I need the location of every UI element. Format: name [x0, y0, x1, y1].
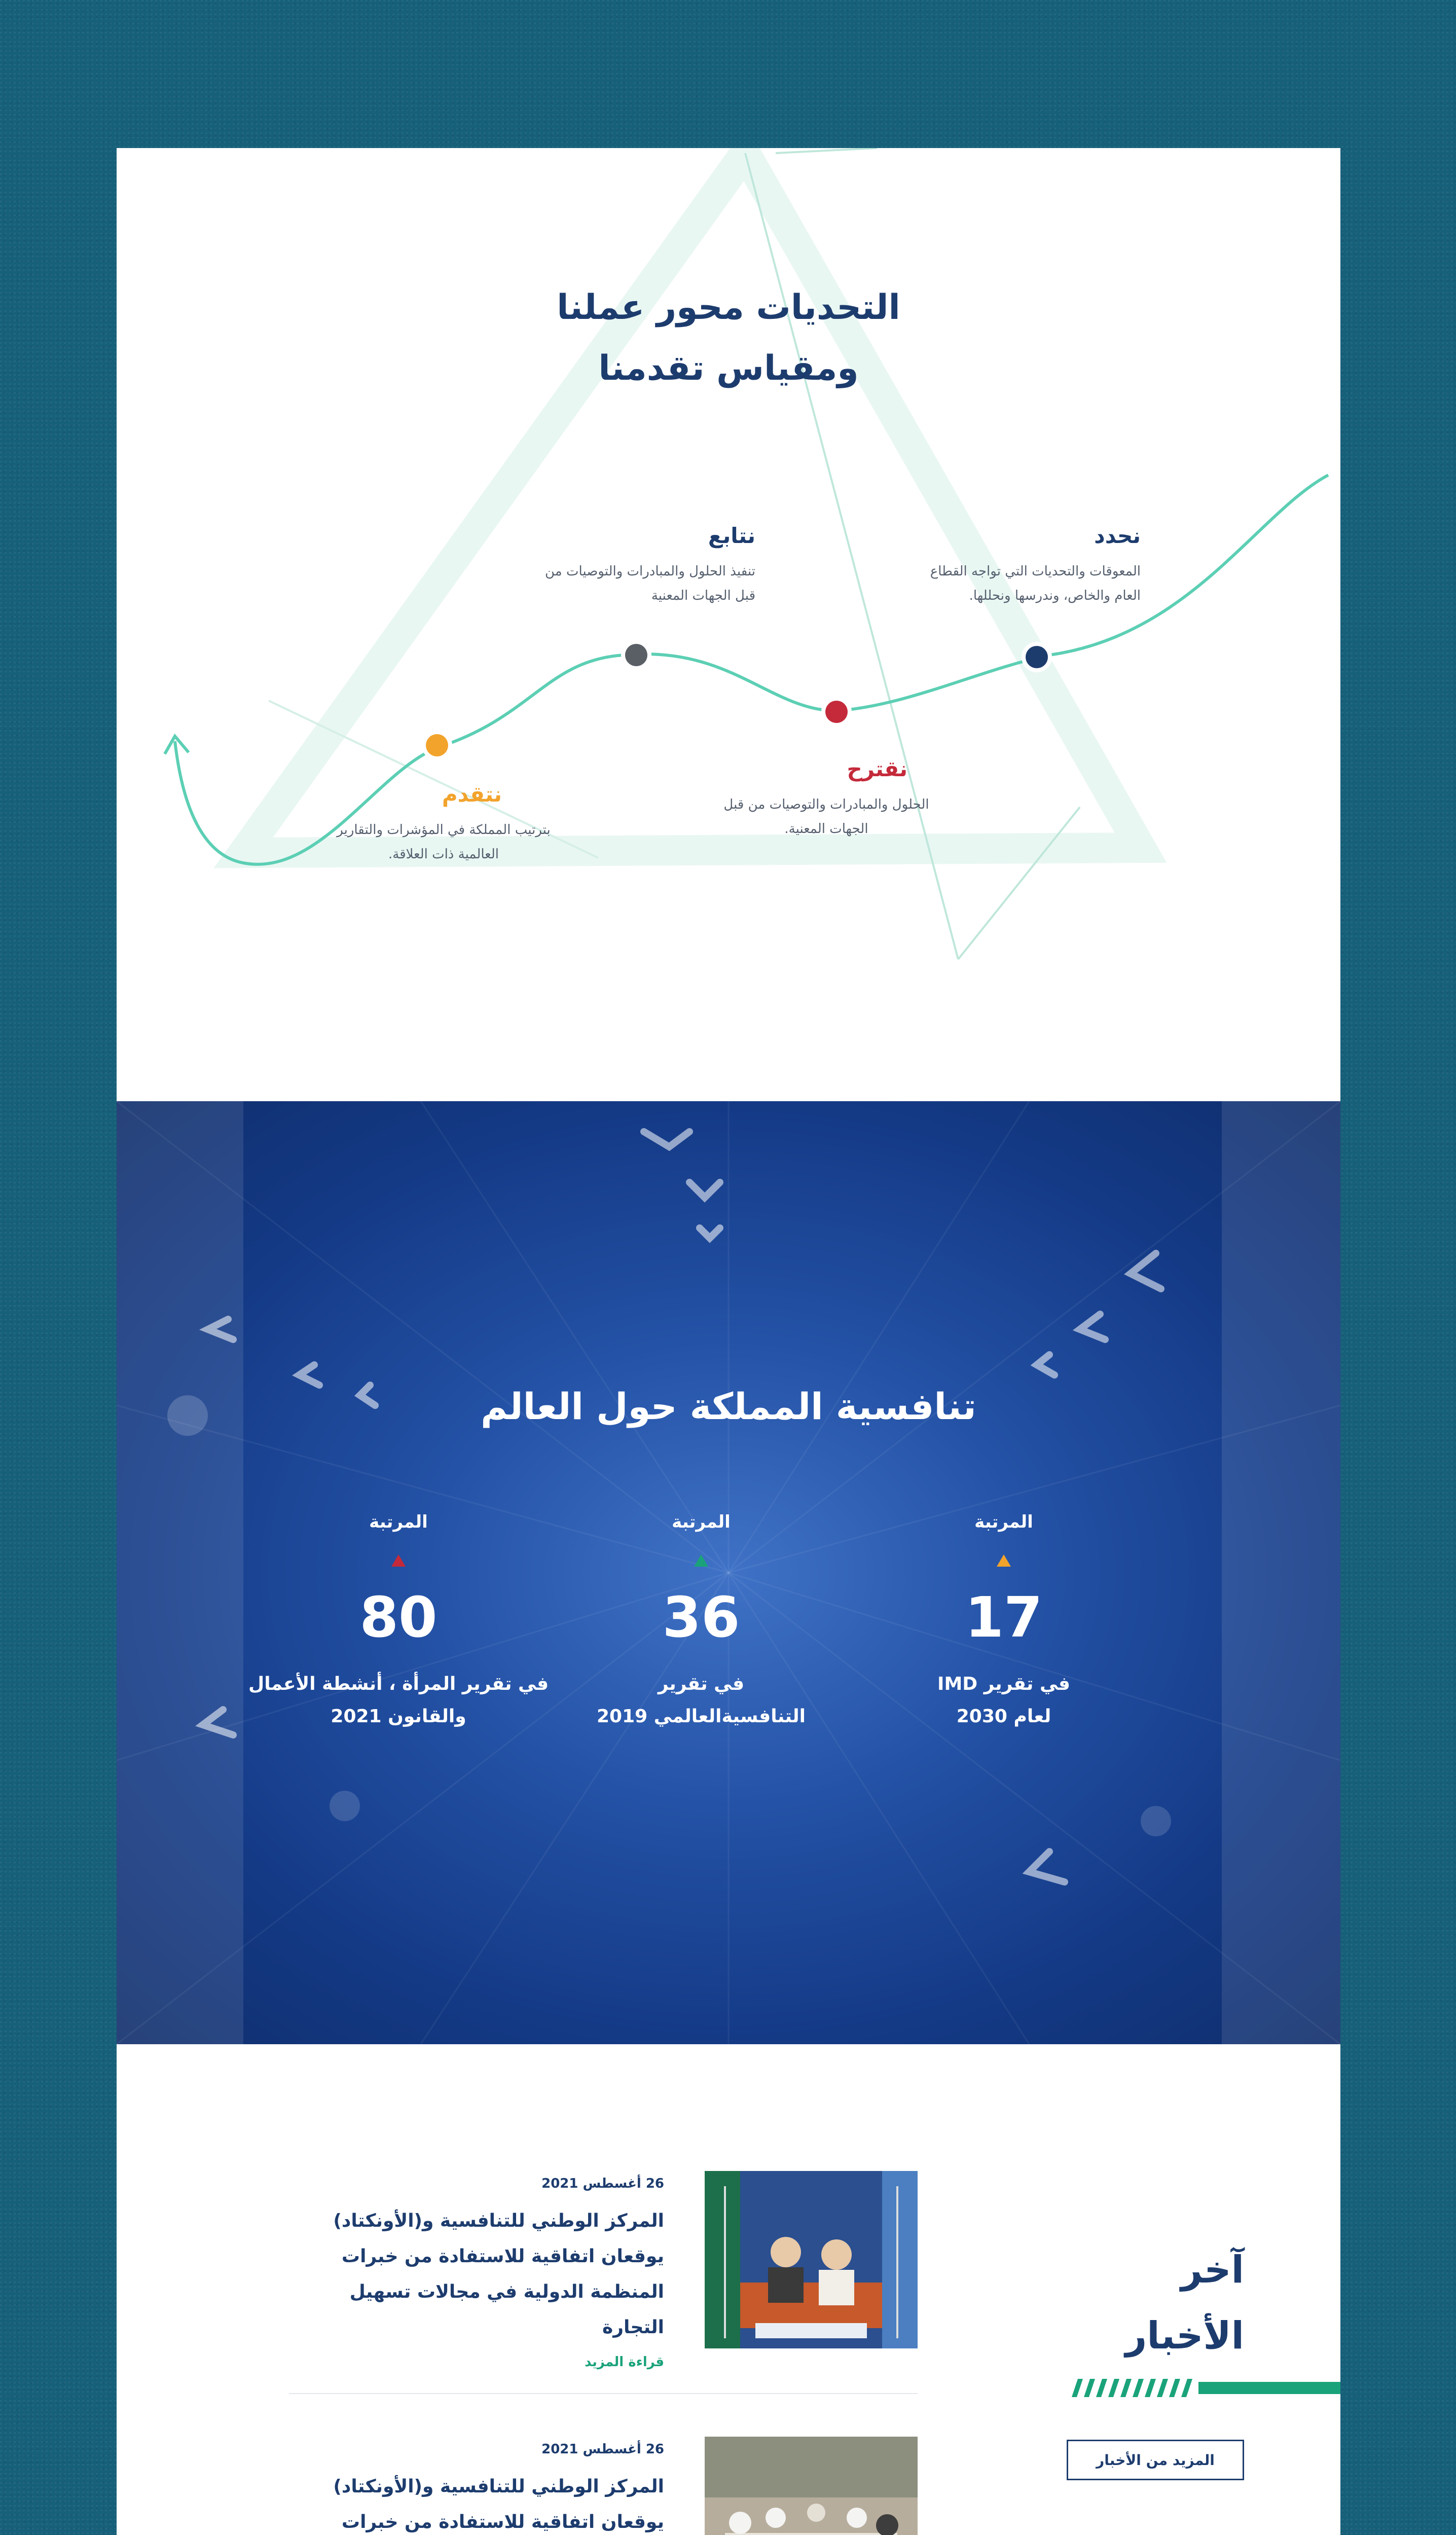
competitiveness-title: تنافسية المملكة حول العالم — [481, 1385, 976, 1428]
step-dot-identify — [1026, 646, 1048, 668]
step-follow — [522, 523, 755, 608]
rank-imd-desc: في تقرير IMD لعام 2030 — [937, 1674, 1070, 1727]
news-heading-line2: الأخبار — [1125, 2314, 1244, 2358]
competitiveness-section — [117, 1101, 1340, 2044]
step-advance — [324, 782, 563, 866]
news-date: 26 أغسطس 2021 — [541, 2176, 664, 2191]
more-news-button[interactable] — [1067, 2440, 1244, 2480]
news-item[interactable] — [289, 2437, 918, 2535]
step-propose-desc: الحلول والمبادرات والتوصيات من قبل الجهات المعنية. — [723, 797, 929, 837]
step-dot-follow — [625, 644, 647, 666]
rank-women-desc: في تقرير المرأة ، أنشطة الأعمال والقانون 2021 — [248, 1674, 549, 1727]
rank-imd — [852, 1512, 1156, 1733]
up-arrow-icon — [997, 1554, 1011, 1567]
news-headline[interactable]: المركز الوطني للتنافسية و(الأونكتاد) يوقعان اتفاقية للاستفادة من خبرات — [333, 2476, 664, 2532]
rank-wef-desc: في تقرير التنافسيةالعالمي 2019 — [596, 1674, 806, 1727]
challenges-title — [117, 277, 1340, 399]
step-dot-advance — [426, 734, 448, 756]
news-heading — [1125, 2237, 1244, 2369]
step-identify-title: نحدد — [1094, 523, 1141, 548]
rank-women — [246, 1512, 551, 1733]
news-thumbnail[interactable] — [705, 2437, 918, 2535]
rank-imd-label: المرتبة — [974, 1512, 1033, 1532]
step-dot-propose — [825, 701, 848, 723]
stripes-decoration — [1072, 2379, 1340, 2397]
step-propose-title: نقترح — [847, 756, 907, 781]
step-identify — [918, 523, 1141, 608]
divider — [289, 2393, 918, 2394]
rank-imd-value: 17 — [965, 1585, 1043, 1650]
rank-wef — [549, 1512, 853, 1733]
step-identify-desc: المعوقات والتحديات التي تواجه القطاع العام والخاص، وندرسها ونحللها. — [930, 564, 1141, 603]
rank-women-value: 80 — [359, 1585, 438, 1650]
more-news-label: المزيد من الأخبار — [1096, 2451, 1215, 2469]
news-heading-line1: آخر — [1181, 2248, 1244, 2292]
rank-wef-label: المرتبة — [672, 1512, 731, 1532]
step-follow-title: نتابع — [708, 523, 755, 548]
news-section — [117, 2044, 1340, 2535]
up-arrow-icon — [391, 1554, 406, 1567]
rank-wef-value: 36 — [662, 1585, 740, 1650]
step-follow-desc: تنفيذ الحلول والمبادرات والتوصيات من قبل الجهات المعنية — [545, 564, 755, 603]
news-item[interactable] — [289, 2171, 918, 2370]
news-headline[interactable]: المركز الوطني للتنافسية و(الأونكتاد) يوقعان اتفاقية للاستفادة من خبرات المنظمة الدولية في مجالات تسهيل التجارة — [333, 2211, 664, 2338]
news-date: 26 أغسطس 2021 — [541, 2442, 664, 2457]
up-arrow-icon — [694, 1554, 708, 1567]
step-propose — [715, 756, 938, 841]
challenges-title-line2: ومقياس تقدمنا — [598, 348, 859, 388]
step-advance-desc: بترتيب المملكة في المؤشرات والتقارير العالمية ذات العلاقة. — [337, 822, 551, 862]
rank-women-label: المرتبة — [369, 1512, 428, 1532]
news-thumbnail[interactable] — [705, 2171, 918, 2348]
challenges-title-line1: التحديات محور عملنا — [557, 287, 900, 328]
challenges-section — [117, 148, 1340, 1101]
read-more-link[interactable]: قراءة المزيد — [585, 2355, 664, 2370]
step-advance-title: نتقدم — [442, 782, 502, 807]
